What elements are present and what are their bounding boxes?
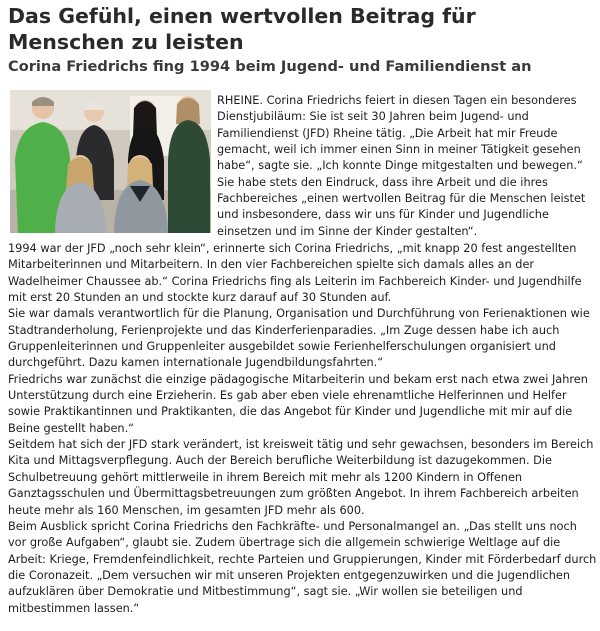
article-subheadline: Corina Friedrichs fing 1994 beim Jugend- und Familiendienst an — [8, 58, 532, 75]
article-paragraph-3: Friedrichs war zunächst die einzige pädagogische Mitarbeiterin und bekam erst nach etwa zwei Jahren Unterstützung durch eine Erzieherin. Es gab aber eben viele ehrenamtliche Helferinnen und Helfer sowie Praktikantinnen und Praktikanten, die das Angebot für Kinder und Jugendliche mit mir auf die Beine gestellt haben.“ — [8, 372, 588, 435]
dateline: RHEINE. — [217, 94, 263, 107]
article-paragraph-4: Seitdem hat sich der JFD stark verändert, ist kreisweit tätig und sehr gewachsen, besonders im Bereich Kita und Mittagsverpflegung. Auch der Bereich berufliche Weiterbildung ist dazugekommen. Die Schulbetreuung gehört mittlerweile in ihrem Bereich mit mehr als 1200 Kindern in Offenen Ganztagsschulen und Übermittagsbetreuungen zum größten Angebot. In ihrem Fachbereich arbeiten heute mehr als 160 Menschen, im gesamten JFD mehr als 600. — [8, 438, 594, 517]
article-paragraph-1: 1994 war der JFD „noch sehr klein“, erinnerte sich Corina Friedrichs, „mit knapp 20 fest angestellten Mitarbeiterinnen und Mitarbeitern. In den vier Fachbereichen spielte sich damals alles an der Wadelheimer Chaussee ab.“ Corina Friedrichs fing als Leiterin im Fachbereich Kinder- und Jugendhilfe mit erst 20 Stunden an und stockte kurz darauf auf 30 Stunden auf. — [8, 242, 582, 305]
group-photo-icon — [10, 90, 211, 233]
intro-text: Corina Friedrichs feiert in diesen Tagen ein besonderes Dienstjubiläum: Sie ist seit 30 Jahren beim Jugend- und Familiendienst (JFD) Rheine tätig. „Die Arbeit hat mir Freude gemacht, weil ich immer einen Sinn in meiner Tätigkeit gesehen habe“, sagte sie. „Ich konnte Dinge mitgestalten und bewegen.“ Sie habe stets den Eindruck, dass ihre Arbeit und die ihres Fachbereiches „einen wertvollen Beitrag für die Menschen leistet und insbesondere, dass wir uns für Kinder und Jugendliche einsetzen und im Sinne der Kinder gestalten“. — [217, 94, 586, 238]
intro-paragraph — [217, 93, 597, 240]
article-headline: Das Gefühl, einen wertvollen Beitrag für Menschen zu leisten — [8, 4, 476, 54]
article-body — [8, 241, 598, 617]
group-photo — [10, 90, 211, 233]
article-paragraph-2: Sie war damals verantwortlich für die Planung, Organisation und Durchführung von Ferienaktionen wie Stadtranderholung, Ferienprojekte und das Kinderferienparadies. „Im Zuge dessen habe ich auch Gruppenleiterinnen und Gruppenleiter ausgebildet sowie Ferienhelferschulungen organisiert und durchgeführt. Dazu kamen internationale Jugendbildungsfahrten.“ — [8, 307, 590, 370]
article-paragraph-5: Beim Ausblick spricht Corina Friedrichs den Fachkräfte- und Personalmangel an. „Das stellt uns noch vor große Aufgaben“, glaubt sie. Zudem übertrage sich die allgemein schwierige Weltlage auf die Arbeit: Kriege, Fremdenfeindlichkeit, rechte Parteien und Gruppierungen, Kinder mit Förderbedarf durch die Coronazeit. „Dem versuchen wir mit unseren Projekten entgegenzuwirken und die Jugendlichen aufzuklären über Demokratie und Mitbestimmung“, sagt sie. „Wir wollen sie beteiligen und mitbestimmen lassen.“ — [8, 519, 597, 615]
article-intro — [217, 93, 597, 240]
